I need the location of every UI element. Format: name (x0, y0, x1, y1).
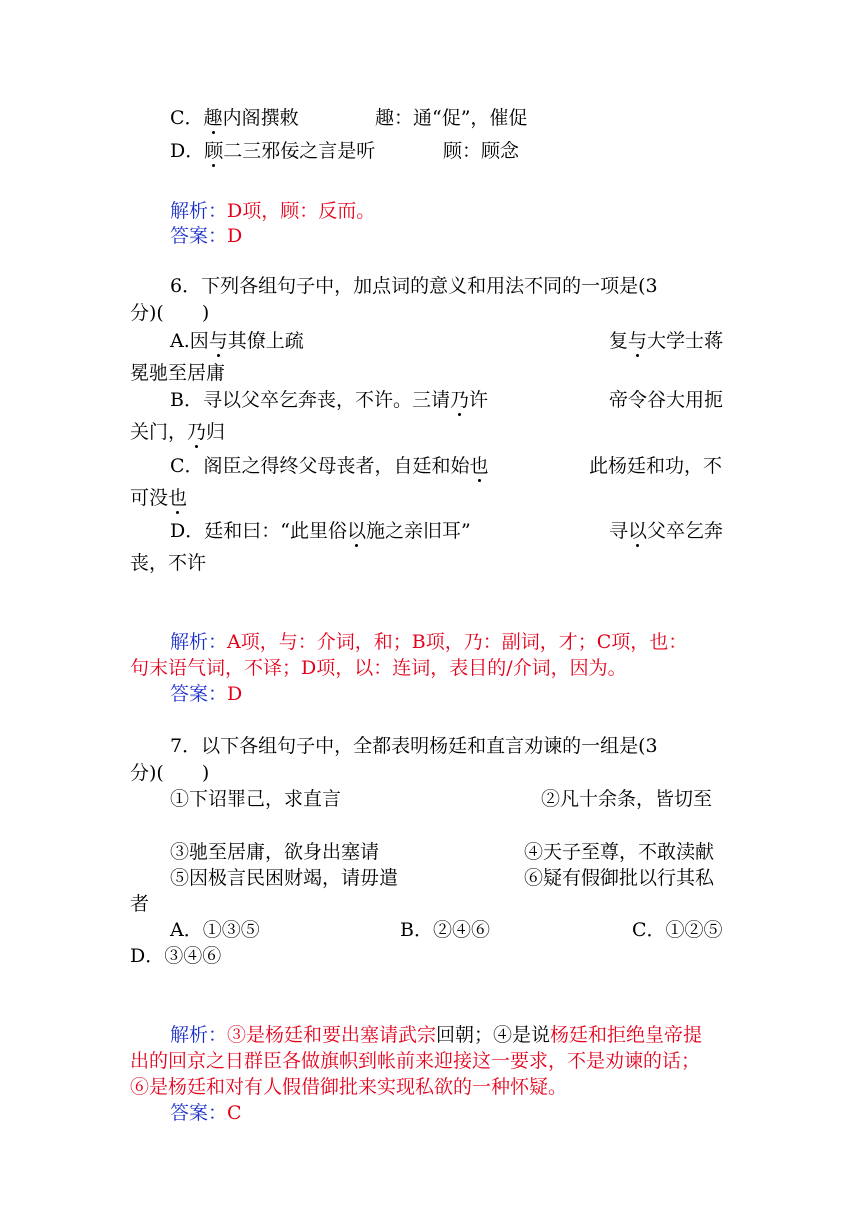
text: 寻 (609, 520, 629, 542)
dotted-word: 也 (469, 455, 489, 477)
q7-item-6: ⑥疑有假御批以行其私 (524, 867, 715, 889)
analysis-label: 解析： (170, 631, 228, 653)
q6-option-d-cont: 丧，不许 (130, 552, 207, 574)
q7-item-3: ③驰至居庸，欲身出塞请 (170, 841, 380, 863)
q6-option-a-cont: 冕驰至居庸 (130, 362, 226, 384)
dotted-word: 趣 (203, 107, 223, 129)
q7-item-4: ④天子至尊，不敢渎献 (524, 841, 715, 863)
analysis-text: D项，顾：反而。 (227, 200, 376, 222)
q6-stem: 6．下列各组句子中，加点词的意义和用法不同的一项是(3 (170, 275, 658, 297)
analysis-text: 回朝；④是说 (436, 1024, 551, 1046)
q5-option-d-gloss: 顾：顾念 (443, 140, 520, 162)
q5-option-c-gloss: 趣：通“促”，催促 (375, 107, 528, 129)
text: 施之亲旧耳” (365, 520, 471, 542)
analysis-text: A项，与：介词，和；B项，乃：副词，才；C项，也： (227, 631, 688, 653)
dotted-word: 以 (628, 520, 648, 542)
dotted-word: 乃 (449, 389, 469, 411)
dotted-word: 与 (628, 330, 648, 352)
answer-label: 答案： (170, 1102, 228, 1124)
answer-label: 答案： (170, 683, 228, 705)
q7-analysis-cont: 出的回京之日群臣各做旗帜到帐前来迎接这一要求，不是劝谏的话； (130, 1050, 701, 1072)
q7-item-5: ⑤因极言民困财竭，请毋遣 (170, 867, 399, 889)
q5-answer (170, 223, 242, 249)
q6-answer (170, 681, 242, 707)
q6-analysis (170, 629, 687, 655)
option-letter: C． (170, 107, 204, 129)
option-letter: D． (170, 140, 205, 162)
dotted-word: 也 (168, 487, 188, 509)
text: 大学士蒋 (647, 330, 724, 352)
answer-value: D (227, 225, 243, 247)
text: 可没 (130, 487, 169, 509)
answer-value: C (227, 1102, 242, 1124)
q6-option-a-right (609, 328, 723, 354)
dotted-word: 与 (208, 330, 228, 352)
q6-analysis-cont: 句末语气词，不译；D项，以：连词，表目的/介词，因为。 (130, 657, 627, 679)
analysis-label: 解析： (170, 200, 228, 222)
analysis-label: 解析： (170, 1024, 228, 1046)
q6-option-b-cont (130, 419, 225, 445)
q7-stem-cont: 分)( ) (130, 762, 210, 784)
analysis-text: 杨廷和拒绝皇帝提 (550, 1024, 703, 1046)
dotted-word: 乃 (187, 421, 207, 443)
text: 复 (609, 330, 629, 352)
q7-analysis (170, 1022, 702, 1048)
answer-label: 答案： (170, 225, 228, 247)
text: 归 (206, 421, 226, 443)
text: A.因 (170, 330, 209, 352)
q6-option-d-right (609, 518, 723, 544)
q7-option-b: B．②④⑥ (400, 919, 490, 941)
q5-option-c (170, 105, 299, 131)
q7-answer (170, 1100, 242, 1126)
text: D．廷和曰：“此里俗 (170, 520, 347, 542)
text: 父卒乞奔 (647, 520, 724, 542)
q6-option-d-left (170, 518, 471, 544)
text: 许 (468, 389, 488, 411)
text: 关门， (130, 421, 188, 443)
option-text: 二三邪佞之言是听 (223, 140, 376, 162)
option-text: 内阁撰敕 (222, 107, 299, 129)
q7-option-d: D．③④⑥ (130, 945, 222, 967)
q6-option-c-cont (130, 485, 187, 511)
dotted-word: 顾 (204, 140, 224, 162)
analysis-text: ③是杨廷和要出塞请武宗 (227, 1024, 437, 1046)
q5-analysis (170, 198, 375, 224)
q7-item-1: ①下诏罪己，求直言 (170, 788, 342, 810)
text: 其僚上疏 (227, 330, 304, 352)
q6-option-b-right: 帝令谷大用扼 (609, 389, 724, 411)
q6-option-c-right: 此杨廷和功，不 (589, 455, 723, 477)
answer-value: D (227, 683, 243, 705)
dotted-word: 以 (346, 520, 366, 542)
q6-stem-cont: 分)( ) (130, 302, 210, 324)
q6-option-b-left (170, 387, 488, 413)
q7-item-6-cont: 者 (130, 893, 150, 915)
q7-item-2: ②凡十余条，皆切至 (541, 788, 713, 810)
text: C．阁臣之得终父母丧者，自廷和始 (170, 455, 470, 477)
q5-option-d (170, 138, 375, 164)
q6-option-a-left (170, 328, 304, 354)
q7-option-a: A．①③⑤ (170, 919, 260, 941)
text: B．寻以父卒乞奔丧，不许。三请 (170, 389, 450, 411)
q6-option-c-left (170, 453, 489, 479)
q7-stem: 7．以下各组句子中，全都表明杨廷和直言劝谏的一组是(3 (170, 735, 658, 757)
q7-option-c: C．①②⑤ (632, 919, 723, 941)
q7-analysis-cont: ⑥是杨廷和对有人假借御批来实现私欲的一种怀疑。 (130, 1076, 568, 1098)
